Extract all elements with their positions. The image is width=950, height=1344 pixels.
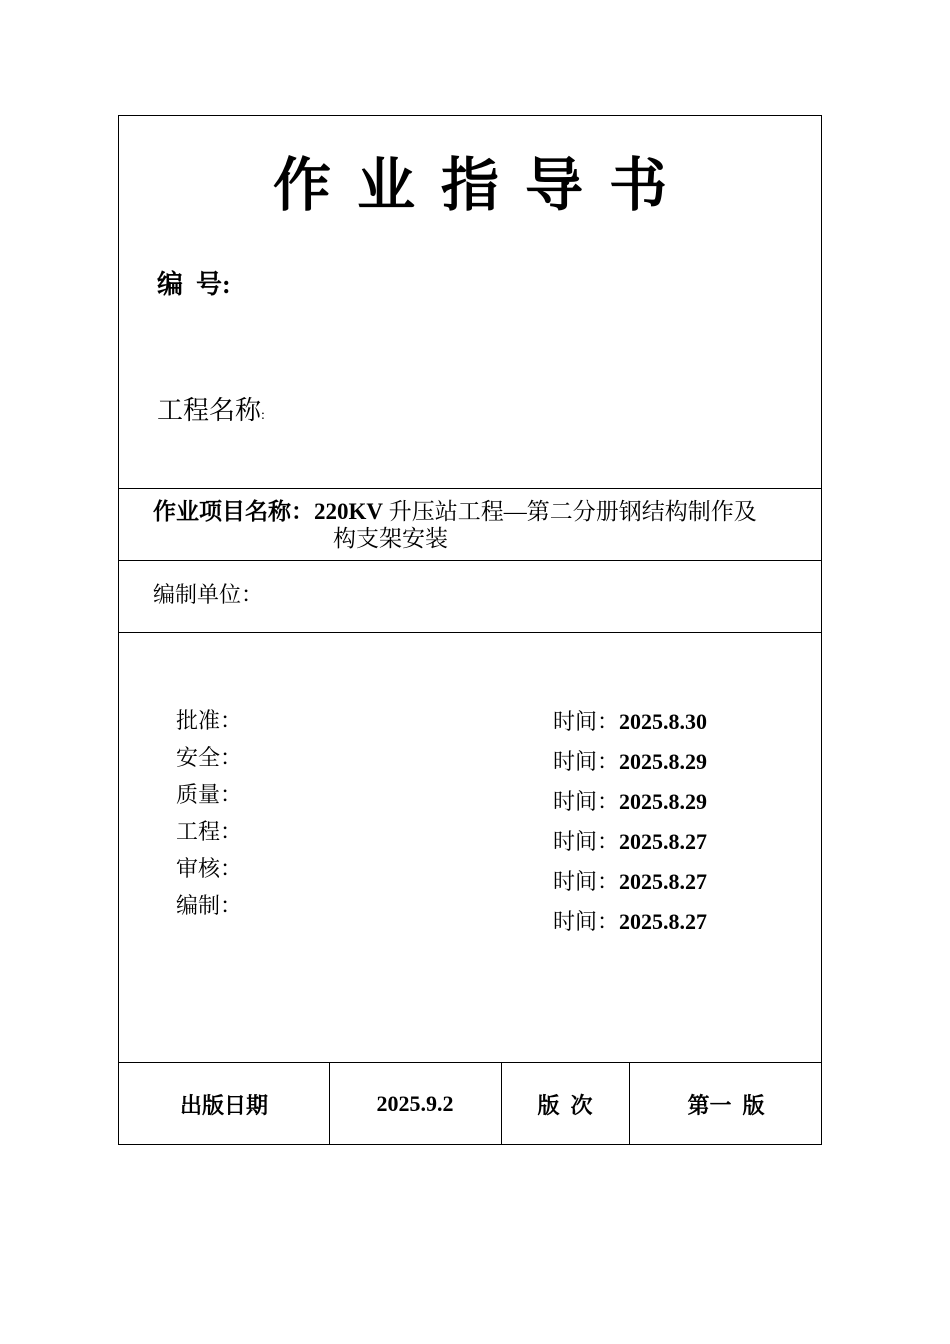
title-char: 业 <box>356 153 415 218</box>
time-row <box>553 782 707 822</box>
time-label: 时间： <box>553 709 620 734</box>
task-name-label: 作业项目名称： <box>153 499 314 524</box>
role-label: 质量： <box>176 782 243 807</box>
publish-date-label: 出版日期 <box>179 1092 268 1118</box>
time-row <box>553 822 707 862</box>
role-label: 批准： <box>176 708 243 733</box>
divider <box>119 632 821 633</box>
role-label: 编制： <box>176 893 243 918</box>
role-label: 安全： <box>176 745 243 770</box>
task-name-line1: 升压站工程—第二分册钢结构制作及 <box>388 499 757 524</box>
time-label: 时间： <box>553 869 620 894</box>
time-date: 2025.8.29 <box>619 789 708 814</box>
title-char: 书 <box>609 153 668 218</box>
role-label: 审核： <box>176 856 243 881</box>
task-name-line2: 构支架安装 <box>333 526 448 551</box>
approval-times <box>553 702 707 942</box>
time-label: 时间： <box>553 789 620 814</box>
time-date: 2025.8.29 <box>619 749 708 774</box>
compiling-unit-label: 编制单位： <box>153 582 264 607</box>
code-label: 编 号: <box>157 270 231 299</box>
time-date: 2025.8.30 <box>619 709 708 734</box>
title-char: 指 <box>440 153 499 218</box>
time-date: 2025.8.27 <box>619 869 708 894</box>
approval-roles <box>176 702 242 924</box>
edition-label: 版 次 <box>537 1092 593 1118</box>
edition-value: 第一 版 <box>687 1092 765 1118</box>
divider <box>119 488 821 489</box>
role-label: 工程： <box>176 819 243 844</box>
time-date: 2025.8.27 <box>619 909 708 934</box>
document-frame <box>118 115 822 1145</box>
title-char: 导 <box>525 153 584 218</box>
time-date: 2025.8.27 <box>619 829 708 854</box>
project-name-colon: : <box>261 408 265 423</box>
task-name-field <box>153 498 757 551</box>
publish-date-value: 2025.9.2 <box>376 1091 454 1116</box>
time-row <box>553 862 707 902</box>
task-name-prefix: 220KV <box>314 499 383 524</box>
project-name-label <box>157 390 265 427</box>
time-row <box>553 742 707 782</box>
time-label: 时间： <box>553 749 620 774</box>
time-row <box>553 902 707 942</box>
time-label: 时间： <box>553 909 620 934</box>
time-label: 时间： <box>553 829 620 854</box>
time-row <box>553 702 707 742</box>
project-name-text: 工程名称 <box>157 396 262 425</box>
divider <box>119 560 821 561</box>
title-char: 作 <box>272 153 331 218</box>
document-title <box>119 138 821 222</box>
